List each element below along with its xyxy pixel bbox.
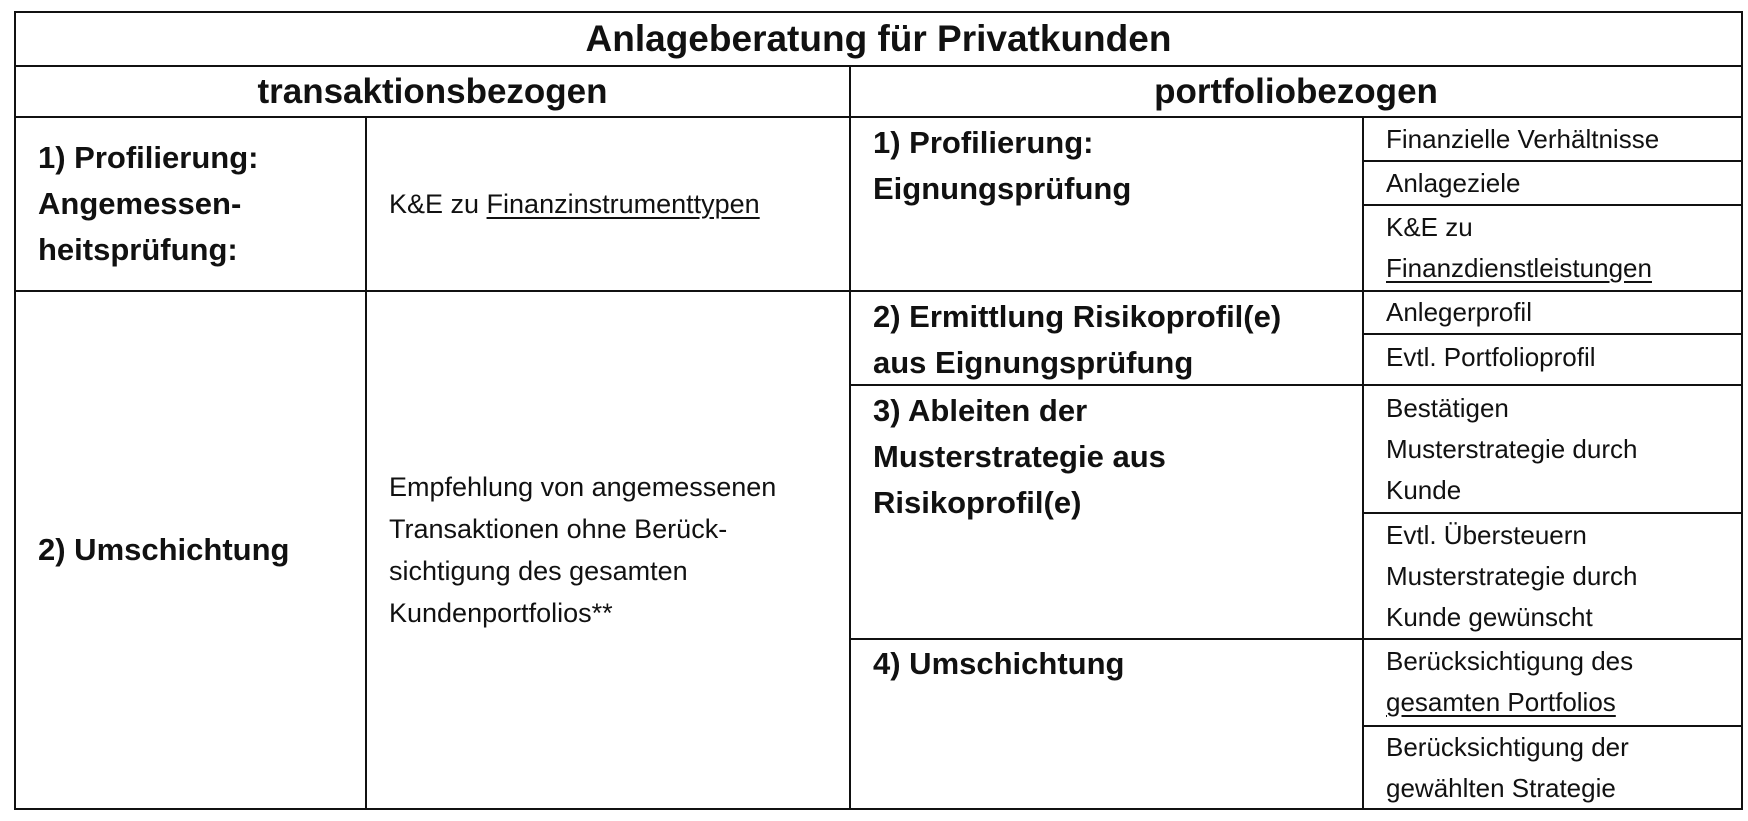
portfolio-step3-line2: Musterstrategie aus <box>873 439 1166 474</box>
portfolio-step2-line2: aus Eignungsprüfung <box>873 345 1194 380</box>
portfolio-step3-item-2-line: Evtl. Übersteuern <box>1386 520 1587 550</box>
portfolio-step3-item-1-line: Bestätigen <box>1386 393 1509 423</box>
transaction-step1-text-underlined: Finanzinstrumenttypen <box>486 189 760 219</box>
portfolio-step3-item-1-line: Kunde <box>1386 475 1462 505</box>
portfolio-step3-item-2-line: Kunde gewünscht <box>1386 602 1593 632</box>
portfolio-step2-label <box>851 294 1362 384</box>
divider-right-step3-4 <box>849 638 1743 640</box>
transaction-step2-text <box>367 292 849 808</box>
transaction-step2-text-line: Kundenportfolios** <box>389 598 613 628</box>
transaction-step1-line2: Angemessen- <box>38 186 242 221</box>
divider-item-1a <box>1362 160 1743 162</box>
column-header-portfolio: portfoliobezogen <box>1154 71 1438 111</box>
divider-item-1b <box>1362 204 1743 206</box>
portfolio-step4-label <box>851 641 1362 808</box>
portfolio-step3-item-1-line: Musterstrategie durch <box>1386 434 1638 464</box>
portfolio-step1-item-2: Anlageziele <box>1386 168 1521 198</box>
portfolio-step1-item-3-underlined: Finanzdienstleistungen <box>1386 253 1652 283</box>
portfolio-step1-item-3 <box>1364 207 1741 290</box>
portfolio-step1-label <box>851 120 1362 290</box>
portfolio-step4-item-2-line: Berücksichtigung der <box>1386 732 1629 762</box>
transaction-step1-text <box>367 118 849 290</box>
portfolio-step2-line1: 2) Ermittlung Risikoprofil(e) <box>873 299 1282 334</box>
portfolio-step1-line1: 1) Profilierung: <box>873 125 1094 160</box>
portfolio-step2-item-1: Anlegerprofil <box>1386 297 1532 327</box>
column-header-transaction: transaktionsbezogen <box>257 71 608 111</box>
portfolio-step1-line2: Eignungsprüfung <box>873 171 1132 206</box>
transaction-step1-label <box>16 118 365 290</box>
portfolio-step3-item-2 <box>1364 515 1741 638</box>
border-right <box>1741 11 1743 810</box>
portfolio-step4-item-1-underlined: gesamten Portfolios <box>1386 687 1616 717</box>
portfolio-step3-line1: 3) Ableiten der <box>873 393 1088 428</box>
portfolio-step1-item-1: Finanzielle Verhältnisse <box>1386 124 1660 154</box>
transaction-step2-text-line: sichtigung des gesamten <box>389 556 688 586</box>
transaction-step1-line1: 1) Profilierung: <box>38 140 259 175</box>
transaction-step2-text-line: Empfehlung von angemessenen <box>389 472 777 502</box>
table-title: Anlageberatung für Privatkunden <box>585 18 1172 59</box>
transaction-step1-text-prefix: K&E zu <box>389 189 487 219</box>
portfolio-step4-item-2-line: gewählten Strategie <box>1386 773 1616 803</box>
portfolio-step2-item-2: Evtl. Portfolioprofil <box>1386 342 1596 372</box>
divider-item-2a <box>1362 333 1743 335</box>
portfolio-step3-item-2-line: Musterstrategie durch <box>1386 561 1638 591</box>
transaction-step2-label <box>16 292 365 808</box>
divider-item-3a <box>1362 512 1743 514</box>
transaction-step1-line3: heitsprüfung: <box>38 232 238 267</box>
portfolio-step4-item-2 <box>1364 727 1741 808</box>
portfolio-step3-line3: Risikoprofil(e) <box>873 485 1082 520</box>
portfolio-step3-label <box>851 388 1362 638</box>
portfolio-step4-item-1 <box>1364 641 1741 725</box>
portfolio-step1-item-3-prefix: K&E zu <box>1386 212 1473 242</box>
transaction-step1-label-combined <box>20 118 39 119</box>
portfolio-step4-item-1-line1: Berücksichtigung des <box>1386 646 1634 676</box>
portfolio-step3-item-1 <box>1364 388 1741 512</box>
transaction-step2-text-line: Transaktionen ohne Berück- <box>389 514 728 544</box>
portfolio-step4-line1: 4) Umschichtung <box>873 646 1125 681</box>
transaction-step2-label-text: 2) Umschichtung <box>38 532 290 567</box>
